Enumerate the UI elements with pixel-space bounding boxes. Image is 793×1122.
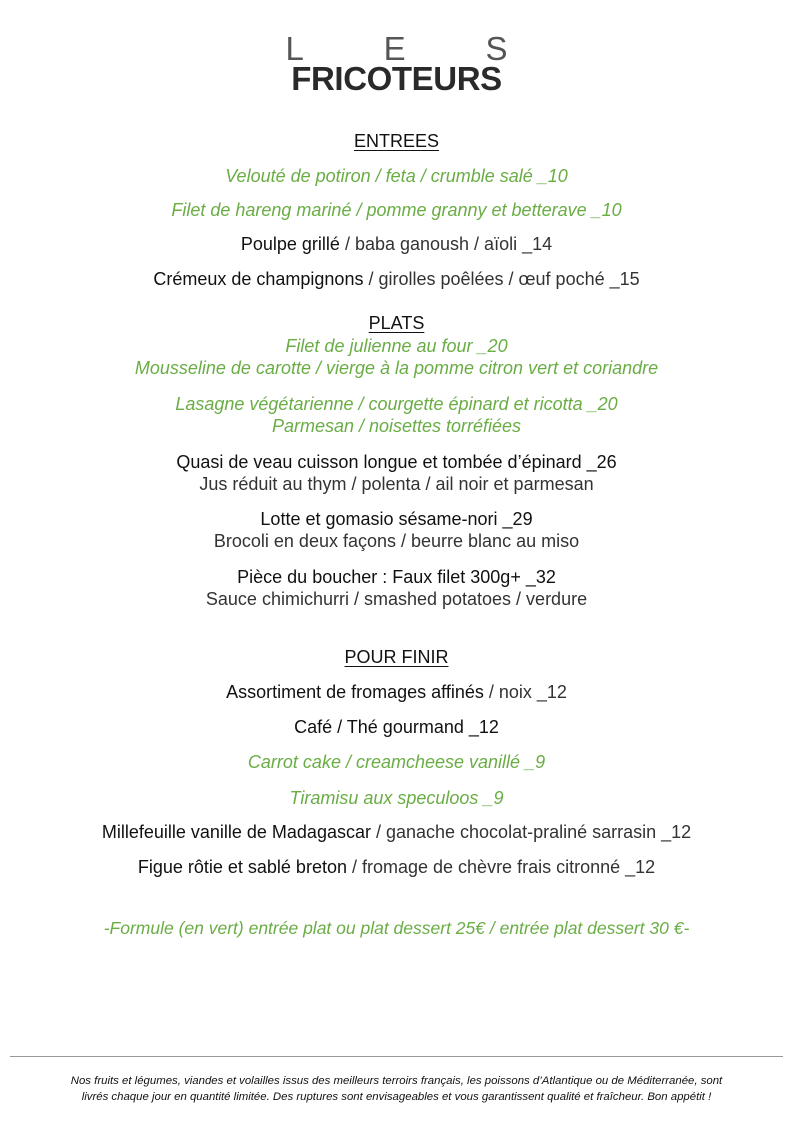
menu-item: [0, 681, 793, 703]
dish-name: Filet de julienne au four _20: [285, 336, 508, 356]
dish-name: Café / Thé gourmand _12: [294, 717, 499, 737]
dish-name: Tiramisu aux speculoos _9: [289, 788, 504, 808]
dish-detail: Jus réduit au thym / polenta / ail noir et parmesan: [199, 474, 594, 494]
menu-item: [0, 716, 793, 738]
dish-detail: / baba ganoush / aïoli _14: [339, 234, 553, 254]
footer-note: [0, 1073, 793, 1105]
menu-item: [0, 856, 793, 878]
dish-name: Assortiment de fromages affinés: [226, 682, 484, 702]
dish-detail: / pomme granny et betterave _10: [351, 200, 622, 220]
dish-detail: Mousseline de carotte / vierge à la pomme citron vert et coriandre: [134, 358, 659, 378]
dish-detail: / feta / crumble salé _10: [370, 166, 568, 186]
footer-line: Nos fruits et légumes, viandes et volailles issus des meilleurs terroirs français, les poissons d’Atlantique ou de Méditerranée, sont: [70, 1075, 723, 1087]
logo-letter: S: [485, 30, 508, 67]
logo-letter: E: [383, 30, 406, 67]
dish-name: Pièce du boucher : Faux filet 300g+ _32: [237, 567, 556, 587]
menu-item: [0, 233, 793, 255]
menu-item: [0, 787, 793, 809]
logo-name: FRICOTEURS: [291, 60, 502, 97]
formule-offer: -Formule (en vert) entrée plat ou plat dessert 25€ / entrée plat dessert 30 €-: [103, 918, 690, 938]
dish-detail: Parmesan / noisettes torréfiées: [271, 416, 522, 436]
footer-divider: [10, 1056, 783, 1057]
dish-detail: Sauce chimichurri / smashed potatoes / verdure: [205, 589, 588, 609]
dish-name: Millefeuille vanille de Madagascar: [101, 822, 371, 842]
dish-name: Figue rôtie et sablé breton: [137, 857, 347, 877]
footer-line: livrés chaque jour en quantité limitée. Des ruptures sont envisageables et vous garantissent qualité et fraîcheur. Bon appétit !: [81, 1091, 712, 1103]
dish-detail: creamcheese vanillé _9: [355, 752, 546, 772]
dish-name: Quasi de veau cuisson longue et tombée d’épinard _26: [176, 452, 617, 472]
menu-item: [0, 821, 793, 843]
menu-item: [0, 268, 793, 290]
dish-name: Crémeux de champignons: [153, 269, 364, 289]
dish-name: Lasagne végétarienne / courgette épinard et ricotta _20: [175, 394, 618, 414]
logo-letter: L: [285, 30, 304, 67]
dish-name: Poulpe grillé: [240, 234, 340, 254]
menu-item: [0, 199, 793, 221]
dish-detail: / noix _12: [483, 682, 567, 702]
restaurant-logo: [0, 30, 793, 97]
menu-item: [0, 165, 793, 187]
section-heading-pour-finir: POUR FINIR: [344, 647, 449, 667]
dish-detail: / fromage de chèvre frais citronné _12: [346, 857, 656, 877]
dish-name: Filet de hareng mariné: [171, 200, 352, 220]
dish-name: Velouté de potiron: [225, 166, 371, 186]
dish-name: Carrot cake /: [247, 752, 356, 772]
dish-name: Lotte et gomasio sésame-nori _29: [260, 509, 533, 529]
dish-detail: / ganache chocolat-praliné sarrasin _12: [370, 822, 692, 842]
section-heading-entrees: ENTREES: [353, 131, 440, 151]
menu-item: [0, 751, 793, 773]
dish-detail: / girolles poêlées / œuf poché _15: [363, 269, 640, 289]
dish-detail: Brocoli en deux façons / beurre blanc au miso: [213, 531, 580, 551]
section-heading-plats: PLATS: [368, 313, 425, 333]
